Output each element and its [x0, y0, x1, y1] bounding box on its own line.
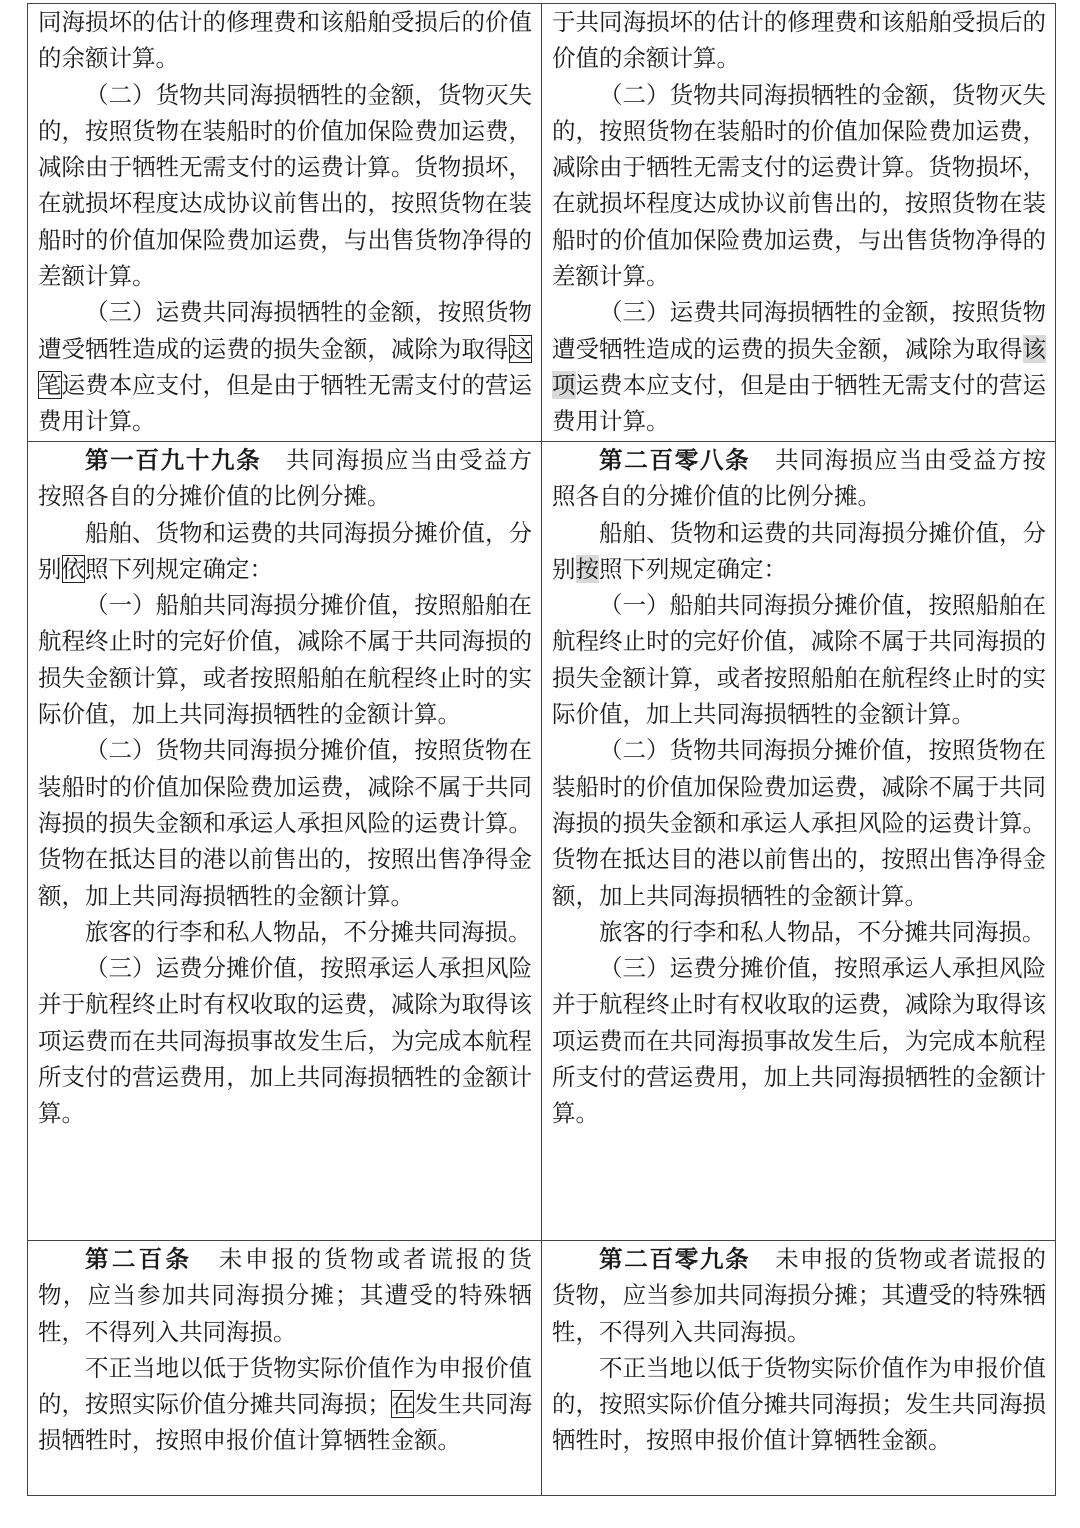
paragraph: 同海损坏的估计的修理费和该船舶受损后的价值的余额计算。 [38, 8, 532, 73]
new-text-cell [542, 1241, 1056, 1496]
paragraph: （二）货物共同海损牺牲的金额，货物灭失的，按照货物在装船时的价值加保险费加运费，减除由于牺牲无需支付的运费计算。货物损坏，在就损坏程度达成协议前售出的，按照货物在装船时的价值加保险费加运费，与出售货物净得的差额计算。 [552, 80, 1046, 291]
paragraph-text: 船舶、货物和运费的共同海损分摊价值，分别 [38, 518, 532, 583]
paragraph-text: 运费本应支付，但是由于牺牲无需支付的营运费用计算。 [552, 370, 1047, 436]
paragraph [38, 1241, 532, 1350]
paragraph [38, 1350, 532, 1459]
paragraph [552, 515, 1046, 588]
paragraph [552, 294, 1046, 439]
old-text-cell [28, 4, 542, 442]
paragraph-text: 不正当地以低于货物实际价值作为申报价值的，按照实际价值分摊共同海损； [38, 1353, 532, 1419]
paragraph: （三）运费分摊价值，按照承运人承担风险并于航程终止时有权收取的运费，减除为取得该项运费而在共同海损事故发生后，为完成本航程所支付的营运费用，加上共同海损牺牲的金额计算。 [552, 954, 1046, 1128]
article-number: 第二百条 [85, 1245, 193, 1273]
paragraph-text: （三）运费共同海损牺牲的金额，按照货物遭受牺牲造成的运费的损失金额，减除为取得 [552, 298, 1046, 363]
paragraph [552, 442, 1046, 515]
new-text-cell [542, 4, 1056, 442]
table-row [28, 1241, 1056, 1496]
paragraph [38, 442, 532, 515]
paragraph-text: 船舶、货物和运费的共同海损分摊价值，分别 [552, 518, 1046, 583]
comparison-table [27, 3, 1056, 1496]
paragraph: （三）运费分摊价值，按照承运人承担风险并于航程终止时有权收取的运费，减除为取得该项运费而在共同海损事故发生后，为完成本航程所支付的营运费用，加上共同海损牺牲的金额计算。 [38, 954, 532, 1128]
table-row [28, 442, 1056, 1241]
paragraph: 于共同海损坏的估计的修理费和该船舶受损后的价值的余额计算。 [552, 8, 1046, 73]
article-number: 第一百九十九条 [85, 446, 262, 474]
paragraph: （二）货物共同海损牺牲的金额，货物灭失的，按照货物在装船时的价值加保险费加运费，减除由于牺牲无需支付的运费计算。货物损坏，在就损坏程度达成协议前售出的，按照货物在装船时的价值加保险费加运费，与出售货物净得的差额计算。 [38, 80, 532, 291]
changed-word-highlight: 按 [575, 554, 599, 583]
new-text-cell [542, 442, 1056, 1241]
paragraph: （一）船舶共同海损分摊价值，按照船舶在航程终止时的完好价值，减除不属于共同海损的损失金额计算，或者按照船舶在航程终止时的实际价值，加上共同海损牺牲的金额计算。 [38, 591, 532, 729]
paragraph: 不正当地以低于货物实际价值作为申报价值的，按照实际价值分摊共同海损；发生共同海损牺牲时，按照申报价值计算牺牲金额。 [552, 1353, 1046, 1455]
paragraph-text: 照下列规定确定： [85, 554, 273, 583]
paragraph: （一）船舶共同海损分摊价值，按照船舶在航程终止时的完好价值，减除不属于共同海损的损失金额计算，或者按照船舶在航程终止时的实际价值，加上共同海损牺牲的金额计算。 [552, 591, 1046, 729]
paragraph-text: 未申报的货物或者谎报的货物，应当参加共同海损分摊；其遭受的特殊牺牲，不得列入共同海损。 [38, 1245, 532, 1346]
changed-word-mark: 在 [390, 1390, 415, 1419]
old-text-cell [28, 1241, 542, 1496]
paragraph-text: （三）运费共同海损牺牲的金额，按照货物遭受牺牲造成的运费的损失金额，减除为取得 [38, 298, 532, 363]
paragraph: （二）货物共同海损分摊价值，按照货物在装船时的价值加保险费加运费，减除不属于共同海损的损失金额和承运人承担风险的运费计算。货物在抵达目的港以前售出的，按照出售净得金额，加上共同海损牺牲的金额计算。 [552, 736, 1046, 910]
changed-word-highlight: 该项 [552, 334, 1046, 399]
paragraph: 旅客的行李和私人物品，不分摊共同海损。 [85, 917, 532, 946]
paragraph: （二）货物共同海损分摊价值，按照货物在装船时的价值加保险费加运费，减除不属于共同海损的损失金额和承运人承担风险的运费计算。货物在抵达目的港以前售出的，按照出售净得金额，加上共同海损牺牲的金额计算。 [38, 736, 532, 910]
article-number: 第二百零八条 [599, 446, 751, 474]
paragraph-text: 未申报的货物或者谎报的货物，应当参加共同海损分摊；其遭受的特殊牺牲，不得列入共同海损。 [552, 1245, 1047, 1346]
paragraph-text: 共同海损应当由受益方按照各自的分摊价值的比例分摊。 [552, 446, 1047, 511]
paragraph [552, 1241, 1046, 1350]
paragraph: 旅客的行李和私人物品，不分摊共同海损。 [599, 917, 1046, 946]
changed-word-mark: 依 [61, 554, 85, 583]
paragraph [38, 294, 532, 439]
old-text-cell [28, 442, 542, 1241]
paragraph-text: 照下列规定确定： [599, 554, 787, 583]
paragraph-text: 运费本应支付，但是由于牺牲无需支付的营运费用计算。 [38, 370, 533, 436]
paragraph-text: 共同海损应当由受益方按照各自的分摊价值的比例分摊。 [38, 446, 533, 511]
paragraph-text: 发生共同海损牺牲时，按照申报价值计算牺牲金额。 [38, 1390, 533, 1455]
paragraph [38, 515, 532, 588]
table-row [28, 4, 1056, 442]
article-number: 第二百零九条 [599, 1245, 751, 1273]
changed-word-mark: 这笔 [38, 334, 532, 399]
